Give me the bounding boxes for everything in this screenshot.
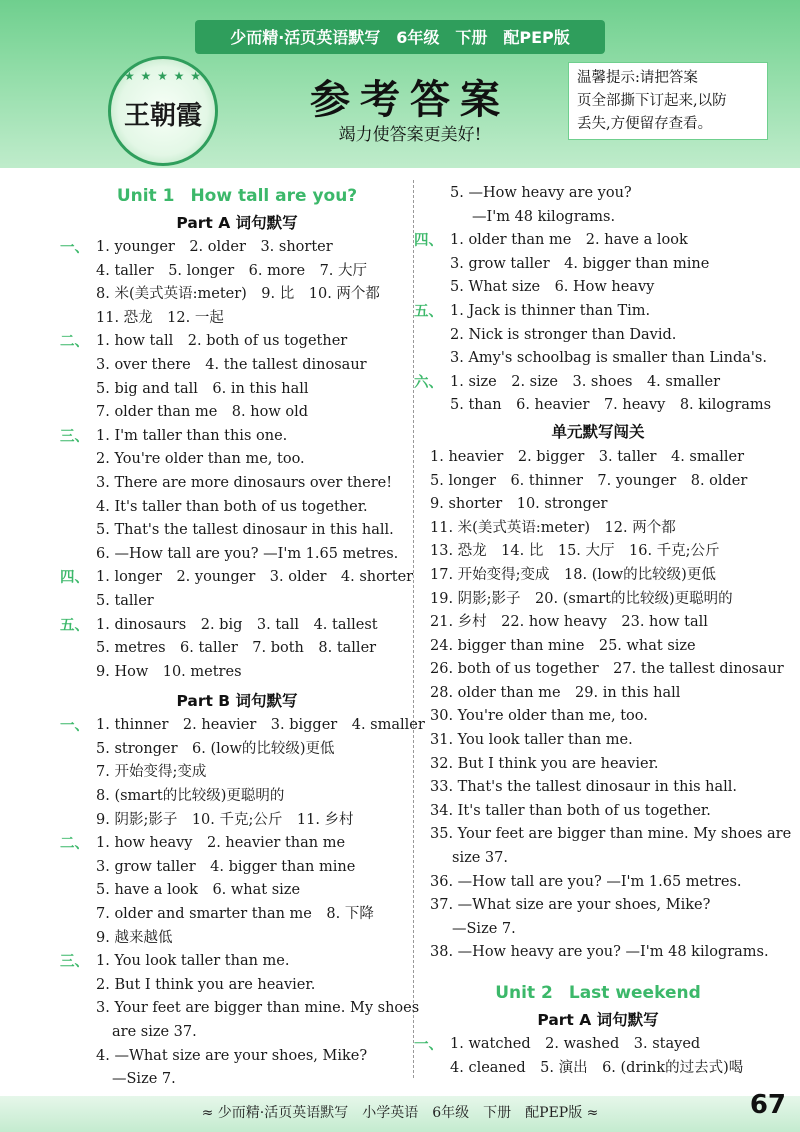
review-line: 9. shorter 10. stronger [430, 496, 608, 513]
answer-line: 5. —How heavy are you? [450, 185, 632, 201]
section-marker: 五、 [60, 616, 89, 634]
review-line: 19. 阴影;影子 20. (smart的比较级)更聪明的 [430, 590, 733, 607]
answer-line [414, 229, 768, 253]
review-line: 38. —How heavy are you? —I'm 48 kilograms. [430, 944, 769, 961]
answer-text: 5. What size 6. How heavy [450, 279, 655, 296]
review-line: 1. heavier 2. bigger 3. taller 4. smaller [430, 448, 745, 465]
section-marker: 一、 [60, 717, 89, 735]
section [414, 1033, 768, 1080]
answer-line [74, 354, 400, 378]
review-line: 31. You look taller than me. [430, 732, 633, 749]
unit-title: How tall are you? [190, 186, 358, 206]
answer-text: 1. watched 2. washed 3. stayed [450, 1036, 701, 1052]
answer-line [74, 283, 400, 307]
answer-text: 2. You're older than me, too. [96, 451, 305, 468]
section-marker: 三、 [60, 427, 89, 445]
answer-text: 2. Nick is stronger than David. [450, 326, 677, 343]
page-title: 参考答案 [310, 77, 510, 123]
page-footer [0, 1090, 800, 1132]
series-title-bar: 少而精·活页英语默写 6年级 下册 配PEP版 [230, 28, 570, 47]
answer-text: 8. 米(美式英语:meter) 9. 比 10. 两个都 [96, 286, 380, 303]
review-line: 5. longer 6. thinner 7. younger 8. older [430, 472, 748, 489]
answer-text: 1. I'm taller than this one. [96, 427, 288, 444]
answer-line [74, 590, 400, 614]
unit-heading [428, 979, 768, 1007]
answer-line [60, 714, 425, 738]
answer-line [74, 260, 400, 284]
answer-text: 1. how heavy 2. heavier than me [96, 835, 346, 852]
page-number: 67 [749, 1090, 786, 1120]
review-line: 11. 米(美式英语:meter) 12. 两个都 [430, 519, 676, 536]
answer-line [60, 425, 400, 449]
unit-heading [74, 182, 400, 210]
answer-text: 4. It's taller than both of us together. [96, 498, 368, 515]
unit-number: Unit 1 [116, 186, 175, 206]
answer-line [74, 661, 400, 685]
answer-text: 1. younger 2. older 3. shorter [96, 239, 333, 255]
tip-box [568, 62, 768, 140]
review-line: 33. That's the tallest dinosaur in this hall. [430, 779, 738, 796]
section-marker: 一、 [60, 239, 89, 256]
review-line: 30. You're older than me, too. [430, 708, 648, 725]
answer-line [428, 347, 768, 371]
section [60, 614, 400, 685]
answer-text: 1. thinner 2. heavier 3. bigger 4. smaller [96, 717, 425, 734]
answer-text: 7. 开始变得;变成 [96, 764, 207, 781]
answer-line [74, 809, 400, 833]
answer-text: 5. That's the tallest dinosaur in this hall. [96, 522, 394, 539]
page-header [0, 0, 800, 168]
answer-line [74, 1045, 400, 1069]
answer-text: 1. size 2. size 3. shoes 4. smaller [450, 373, 721, 390]
section [414, 229, 768, 300]
answer-line [414, 300, 768, 324]
answer-line [428, 394, 772, 418]
answer-text: 5. taller [96, 592, 154, 609]
answer-text: 9. How 10. metres [96, 663, 242, 680]
section-marker: 四、 [60, 569, 89, 587]
review-line: 17. 开始变得;变成 18. (low的比较级)更低 [430, 566, 716, 583]
answer-text: 1. Jack is thinner than Tim. [450, 302, 651, 319]
answer-line [428, 1057, 768, 1081]
answer-line [74, 496, 400, 520]
answer-line [74, 543, 400, 567]
answer-text: 9. 阴影;影子 10. 千克;公斤 11. 乡村 [96, 811, 354, 828]
answer-text: 5. metres 6. taller 7. both 8. taller [96, 640, 377, 657]
answer-text: 4. cleaned 5. 演出 6. (drink的过去式)喝 [450, 1059, 744, 1076]
answer-line [74, 1068, 400, 1092]
review-line: 36. —How tall are you? —I'm 1.65 metres. [430, 873, 742, 890]
footer-text: ≈ 少而精·活页英语默写 小学英语 6年级 下册 配PEP版 ≈ [201, 1105, 599, 1121]
answer-line [74, 448, 400, 472]
review-line: 37. —What size are your shoes, Mike? [430, 897, 711, 914]
answer-line [74, 637, 400, 661]
answer-line [74, 927, 400, 951]
answer-text: 8. (smart的比较级)更聪明的 [96, 788, 285, 805]
section-marker: 二、 [60, 333, 89, 351]
part-heading: Part A 词句默写 [537, 1011, 659, 1029]
answer-text: 4. —What size are your shoes, Mike? [96, 1047, 368, 1064]
section-marker: 三、 [60, 953, 89, 971]
answer-line [74, 307, 400, 331]
section [60, 832, 400, 950]
answer-line [60, 832, 400, 856]
answer-text: 3. over there 4. the tallest dinosaur [96, 356, 367, 373]
section [414, 371, 772, 418]
answer-line [60, 950, 400, 974]
section [60, 330, 400, 424]
review-line: 26. both of us together 27. the tallest dinosaur [430, 661, 784, 678]
review-line: 24. bigger than mine 25. what size [430, 637, 696, 654]
section [60, 566, 414, 613]
answer-text: 9. 越来越低 [96, 929, 173, 946]
section-marker: 六、 [414, 373, 443, 391]
section-marker: 二、 [60, 835, 89, 853]
answer-line [74, 879, 400, 903]
answer-text: 11. 恐龙 12. 一起 [96, 309, 224, 326]
answer-line [414, 371, 768, 395]
answer-text: 3. grow taller 4. bigger than mine [450, 255, 710, 272]
answer-text: 5. have a look 6. what size [96, 882, 301, 899]
logo-text: 王朝霞 [123, 101, 202, 131]
answer-text: are size 37. [112, 1024, 197, 1040]
section-marker: 四、 [414, 232, 443, 250]
answer-line [74, 401, 400, 425]
answer-line [74, 785, 400, 809]
section-marker: 一、 [414, 1036, 443, 1053]
answer-line [74, 738, 400, 762]
review-heading: 单元默写闯关 [551, 422, 645, 441]
review-line: size 37. [452, 850, 508, 867]
tip-line: 页全部撕下订起来,以防 [577, 93, 727, 109]
tip-line: 丢失,方便留存查看。 [577, 116, 713, 132]
answer-text: 1. dinosaurs 2. big 3. tall 4. tallest [96, 616, 378, 633]
answer-text: 7. older and smarter than me 8. 下降 [96, 906, 374, 923]
page-subtitle: 竭力使答案更美好! [338, 125, 482, 145]
unit-title: Last weekend [568, 983, 701, 1003]
answer-line [74, 856, 400, 880]
answer-line [428, 324, 768, 348]
answer-text: 1. how tall 2. both of us together [96, 333, 348, 350]
answer-line [428, 276, 768, 300]
answer-text: 5. big and tall 6. in this hall [96, 380, 309, 397]
answer-line [60, 330, 400, 354]
review-line: 13. 恐龙 14. 比 15. 大厅 16. 千克;公斤 [430, 543, 720, 560]
answer-line [74, 1021, 400, 1045]
review-line: 32. But I think you are heavier. [430, 755, 659, 772]
review-line: 28. older than me 29. in this hall [430, 684, 681, 701]
section [60, 425, 400, 567]
answer-text: 3. Your feet are bigger than mine. My shoes [96, 1000, 420, 1017]
answer-text: 3. There are more dinosaurs over there! [96, 474, 393, 491]
left-column [60, 182, 425, 1092]
answer-line [74, 903, 400, 927]
spacer [428, 965, 768, 979]
part-heading: Part B 词句默写 [176, 692, 298, 711]
answer-line [74, 519, 400, 543]
tip-line: 温馨提示:请把答案 [577, 70, 698, 86]
review-line: 21. 乡村 22. how heavy 23. how tall [430, 614, 708, 631]
answer-text: 2. But I think you are heavier. [96, 976, 316, 993]
answer-text: —Size 7. [112, 1071, 176, 1088]
answer-line [414, 1033, 768, 1057]
part-heading: Part A 词句默写 [176, 214, 298, 232]
answer-text: 7. older than me 8. how old [96, 404, 308, 421]
answer-line [74, 997, 420, 1021]
answer-text: 1. longer 2. younger 3. older 4. shorter [96, 569, 414, 586]
answer-text: 3. grow taller 4. bigger than mine [96, 858, 356, 875]
review-line: 34. It's taller than both of us together. [430, 802, 711, 819]
right-column [414, 182, 792, 1080]
review-list [428, 446, 792, 965]
answer-text: 3. Amy's schoolbag is smaller than Linda's. [450, 350, 767, 367]
answer-line [74, 974, 400, 998]
answer-line [74, 472, 400, 496]
section [60, 950, 420, 1092]
answer-line [74, 378, 400, 402]
section [60, 714, 425, 832]
answer-text: 1. You look taller than me. [96, 953, 290, 970]
brand-logo [108, 56, 218, 166]
answer-line [74, 761, 400, 785]
logo-stars: ★ ★ ★ ★ ★ [123, 69, 203, 83]
answer-text: 6. —How tall are you? —I'm 1.65 metres. [96, 545, 399, 562]
answer-text: 5. than 6. heavier 7. heavy 8. kilograms [450, 397, 772, 414]
answer-text: 5. stronger 6. (low的比较级)更低 [96, 740, 335, 757]
section [60, 236, 400, 330]
answer-line [428, 253, 768, 277]
answer-line [60, 614, 400, 638]
answer-line [60, 236, 400, 260]
answer-text: 1. older than me 2. have a look [450, 232, 688, 249]
section [414, 300, 768, 371]
unit-number: Unit 2 [495, 983, 553, 1003]
review-line: 35. Your feet are bigger than mine. My shoes are [430, 826, 792, 843]
answer-text: 4. taller 5. longer 6. more 7. 大厅 [96, 262, 368, 279]
answer-line: —I'm 48 kilograms. [472, 208, 616, 225]
section-marker: 五、 [414, 302, 443, 320]
answer-line [60, 566, 414, 590]
review-line: —Size 7. [452, 920, 516, 937]
